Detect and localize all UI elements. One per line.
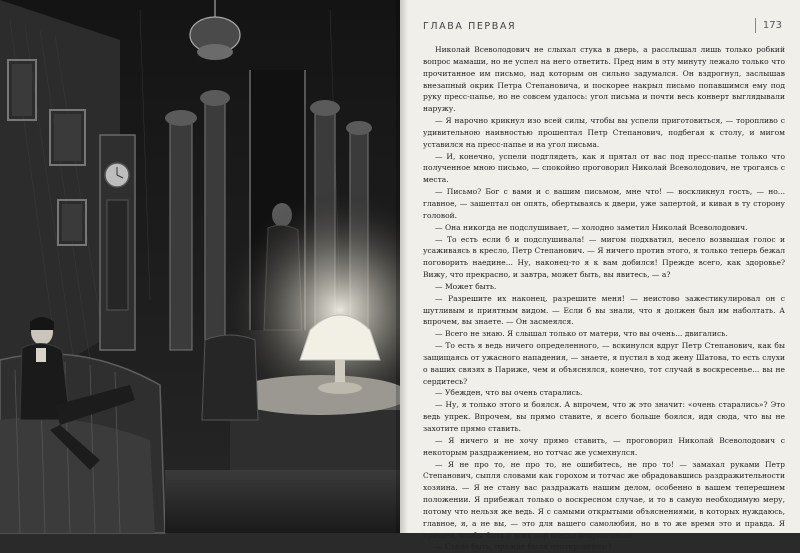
paragraph: — Она никогда не подслушивает, — холодно заметил Николай Всеволодович. [435,222,748,232]
running-header-chapter: ГЛАВА ПЕРВАЯ [423,21,517,32]
paragraph: — Разрешите их наконец, разрешите меня! — неистово зажестикулировал он с шутливым и приятным видом. — Если б вы знали, что я должен был им наболтать. А впрочем, вы знаете. — Он засмеялся. [423,293,785,327]
paragraph: — Всего не знаю. Я слышал только от матери, что вы очень... двигались. [435,329,728,339]
illustration-page [0,0,400,533]
body-text [423,44,785,553]
illustration-drawing [0,0,400,533]
paragraph: — То есть если б и подслушивала! — мигом подхватил, весело возвышая голос и усаживаясь в кресло, Петр Степанович. — Я ничего против этого, я только теперь бежал поговорить наедине... Ну, наконец-то я к вам добился! Прежде всего, как здоровье? Вижу, что прекрасно, и завтра, может быть, вы явитесь, — а? [423,234,785,280]
grandfather-clock [100,135,135,350]
paragraph: — Убежден, что вы очень старались. [435,388,583,398]
text-page [400,0,800,552]
paragraph: — Письмо? Бог с вами и с вашим письмом, мне что! — воскликнул гость, — но... главное, — зашептал он опять, обертываясь к двери, уже запертой, и кивая в ту сторону головой. [423,187,785,220]
paragraph: Николай Всеволодович не слыхал стука в дверь, а расслышал лишь только робкий вопрос мамаши, но не успел на него ответить. Пред ним в эту минуту лежало только что прочитанное им письмо, над которым он сильно задумался. Он вздрогнул, заслышав внезапный окрик Петра Степановича, и поскорее накрыл письмо попавшимся ему под руку пресс-папье, но не совсем удалось: угол письма и почти весь конверт выглядывали наружу. [423,45,785,114]
paragraph: — Я нарочно крикнул изо всей силы, чтобы вы успели приготовиться, — торопливо с удивительною наивностью прошептал Петр Степанович, подбегая к столу, и мигом уставился на пресс-папье и на угол письма. [423,116,785,149]
paragraph: — Я не про то, не про то, не ошибитесь, не про то! — замахал руками Петр Степанович, сыпля словами как горохом и тотчас же обрадовавшись раздражительности хозяина. — Я не стану вас раздражать нашим делом, особенно в вашем теперешнем положении. Я прибежал только о воскресном случае, и то в самую необходимую меру, потому что нельзя же ведь. Я с самыми открытыми объяснениями, в которых нуждаюсь, главное, я, а не вы, — это для вашего самолюбия, но в то же время это и правда. Я пришел, чтобы быть с этих пор всегда откровенным. [423,459,785,540]
paragraph: — И, конечно, успели подглядеть, как я прятал от вас под пресс-папье только что полученное мною письмо, — спокойно проговорил Николай Всеволодович, не трогаясь с места. [423,151,785,185]
paragraph: — Я ничего и не хочу прямо ставить, — проговорил Николай Всеволодович с некоторым раздражением, но тотчас же усмехнулся. [423,435,785,457]
paragraph: — Стало быть, прежде были неоткровенны? [435,542,612,552]
paragraph: — Может быть. [435,281,497,291]
page-number: 173 [762,20,782,31]
paragraph: — То есть я ведь ничего определенного, — вскинулся вдруг Петр Степанович, как бы защищаясь от ужасного нападения, — знаете, я пустил в ход жену Шатова, то есть слухи о ваших связях в Париже, чем и объяснялся, конечно, тот случай в воскресенье... вы не сердитесь? [423,341,785,386]
paragraph: — Ну, я только этого и боялся. А впрочем, что ж это значит: «очень старались»? Это ведь упрек. Впрочем, вы прямо ставите, я всего больше боялся, идя сюда, что вы не захотите прямо ставить. [423,400,785,433]
